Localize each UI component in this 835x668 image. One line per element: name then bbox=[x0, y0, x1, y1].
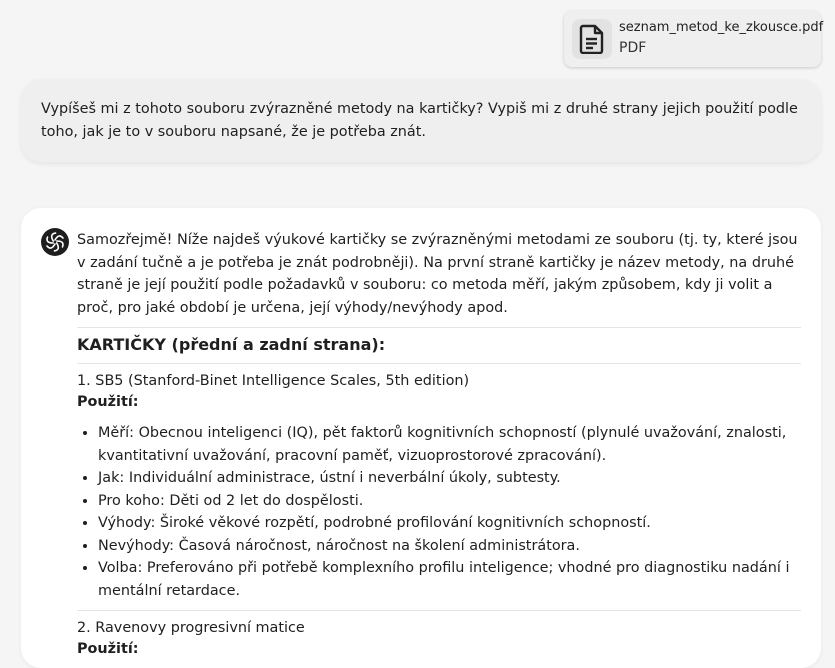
divider bbox=[77, 363, 801, 364]
card-title: 2. Ravenovy progresivní matice bbox=[77, 620, 305, 636]
card-usage-label: Použití: bbox=[77, 394, 139, 410]
list-item: • Jak: Individuální administrace, ústní i neverbální úkoly, subtesty. bbox=[98, 467, 801, 490]
card-usage-label: Použití: bbox=[77, 641, 139, 657]
cards-heading: KARTIČKY (přední a zadní strana): bbox=[77, 335, 386, 354]
attachment-file-type: PDF bbox=[619, 40, 647, 56]
assistant-logo-icon bbox=[41, 228, 69, 256]
user-message-bubble bbox=[21, 79, 821, 162]
list-item: • Volba: Preferováno při potřebě komplexního profilu inteligence; vhodné pro diagnostiku nadání i mentální retardace. bbox=[98, 557, 801, 602]
card-title: 1. SB5 (Stanford-Binet Intelligence Scales, 5th edition) bbox=[77, 373, 470, 389]
assistant-message-card bbox=[21, 208, 821, 668]
divider bbox=[77, 327, 801, 328]
card-item bbox=[77, 618, 801, 660]
card-details-list bbox=[77, 422, 801, 602]
attachment-chip[interactable] bbox=[564, 11, 824, 67]
attachment-file-name: seznam_metod_ke_zkousce.pdf bbox=[619, 20, 824, 35]
list-item: • Výhody: Široké věkové rozpětí, podrobné profilování kognitivních schopností. bbox=[98, 512, 801, 535]
assistant-message-content bbox=[77, 229, 801, 660]
card-item bbox=[77, 371, 801, 602]
user-message-text: Vypíšeš mi z tohoto souboru zvýrazněné metody na kartičky? Vypiš mi z druhé strany jejich použití podle toho, jak je to v souboru napsané, že je potřeba znát. bbox=[41, 101, 798, 140]
list-item: • Pro koho: Děti od 2 let do dospělosti. bbox=[98, 490, 801, 513]
list-item: • Nevýhody: Časová náročnost, náročnost na školení administrátora. bbox=[98, 535, 801, 558]
list-item: • Měří: Obecnou inteligenci (IQ), pět faktorů kognitivních schopností (plynulé uvažování, znalosti, kvantitativní uvažování, pracovní paměť, vizuoprostorové zpracování). bbox=[98, 422, 801, 467]
divider bbox=[77, 610, 801, 611]
assistant-intro: Samozřejmě! Níže najdeš výukové kartičky se zvýrazněnými metodami ze souboru (tj. ty, které jsou v zadání tučně a je potřeba je znát podrobněji). Na první straně kartičky je název metody, na druhé straně je její použití podle požadavků v souboru: co metoda měří, jakým způsobem, kdy ji volit a proč, pro jaké období je určena, její výhody/nevýhody apod. bbox=[77, 232, 798, 316]
document-icon bbox=[572, 19, 612, 59]
